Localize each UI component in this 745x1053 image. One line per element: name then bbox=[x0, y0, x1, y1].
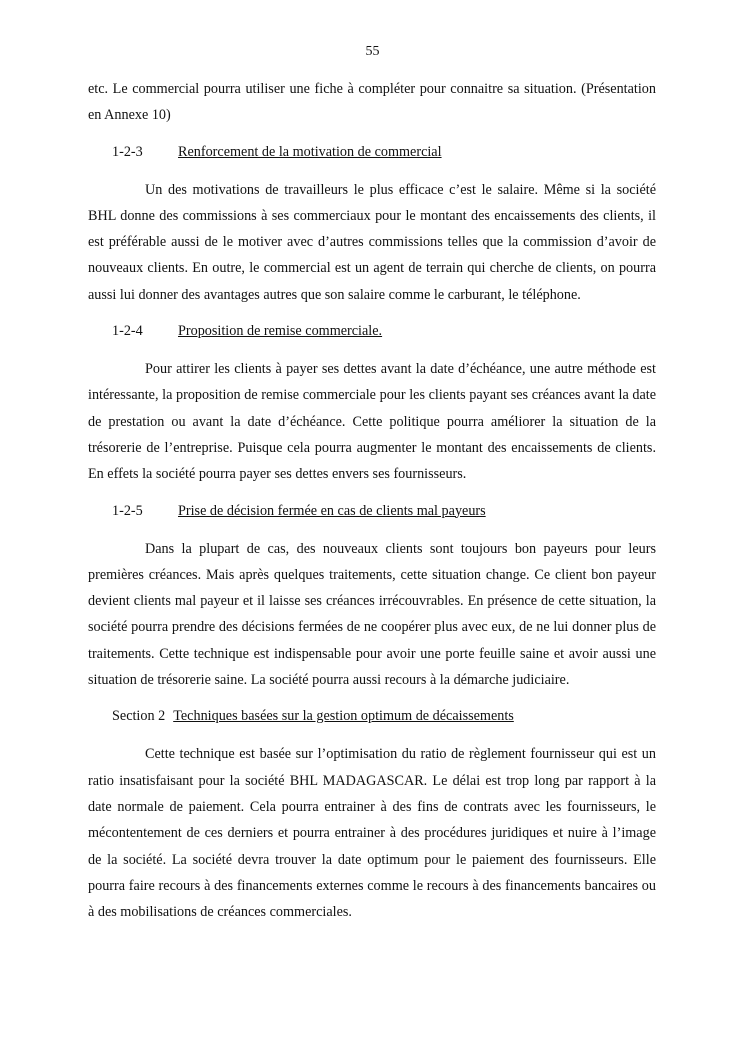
heading-title: Prise de décision fermée en cas de clients mal payeurs bbox=[178, 502, 486, 519]
document-body bbox=[88, 76, 656, 925]
heading-title: Renforcement de la motivation de commercial bbox=[178, 143, 442, 160]
paragraph-intro: etc. Le commercial pourra utiliser une fiche à compléter pour connaitre sa situation. (Présentation en Annexe 10) bbox=[88, 81, 656, 124]
heading-1-2-5 bbox=[88, 498, 656, 524]
heading-number: 1-2-5 bbox=[112, 502, 143, 519]
paragraph-decaissements: Cette technique est basée sur l’optimisation du ratio de règlement fournisseur qui est un ratio insatisfaisant pour la société BHL MADAGASCAR. Le délai est trop long par rapport à la date normale de paiement. Cela pourra entrainer à des fins de contrats avec les fournisseurs, le mécontentement de ces derniers et pourra entrainer à des procédures juridiques et nuire à l’image de la société. La société devra trouver la date optimum pour le paiement des fournisseurs. Elle pourra faire recours à des financements externes comme le recours à des financements bancaires ou à des mobilisations de créances commerciales. bbox=[88, 746, 656, 921]
paragraph-remise: Pour attirer les clients à payer ses dettes avant la date d’échéance, une autre méthode est intéressante, la proposition de remise commerciale pour les clients payant ses créances avant la date de prestation ou avant la date d’échéance. Cette politique pourra améliorer la situation de la trésorerie de l’entreprise. Puisque cela pourra augmenter le montant des encaissements de clients. En effets la société pourra payer ses dettes envers ses fournisseurs. bbox=[88, 361, 656, 483]
heading-1-2-3 bbox=[88, 139, 656, 165]
heading-title: Proposition de remise commerciale. bbox=[178, 323, 383, 340]
paragraph-motivation: Un des motivations de travailleurs le plus efficace c’est le salaire. Même si la société BHL donne des commissions à ses commerciaux pour le montant des encaissements des clients, il est préférable aussi de le motiver avec d’autres commissions telles que la commission d’avoir de nouveaux clients. En outre, le commercial est un agent de terrain qui cherche de clients, on pourra aussi lui donner des avantages autres que son salaire comme le carburant, le téléphone. bbox=[88, 181, 656, 303]
heading-1-2-4 bbox=[88, 318, 656, 344]
heading-section-2 bbox=[88, 703, 656, 729]
heading-number: 1-2-3 bbox=[112, 143, 143, 160]
heading-number: 1-2-4 bbox=[112, 323, 143, 340]
page-number: 55 bbox=[365, 44, 380, 59]
paragraph-mal-payeurs: Dans la plupart de cas, des nouveaux clients sont toujours bon payeurs pour leurs premières créances. Mais après quelques traitements, cette situation change. Ce client bon payeur devient clients mal payeur et il laisse ses créances irrécouvrables. En présence de cette situation, la société pourra prendre des décisions fermées de ne coopérer plus avec eux, de ne lui donner plus de traitements. Cette technique est indispensable pour avoir une porte feuille saine et avoir aussi une situation de trésorerie saine. La société pourra aussi recours à la démarche judiciaire. bbox=[88, 540, 656, 689]
heading-title: Techniques basées sur la gestion optimum de décaissements bbox=[173, 708, 514, 725]
heading-number: Section 2 bbox=[112, 708, 166, 725]
